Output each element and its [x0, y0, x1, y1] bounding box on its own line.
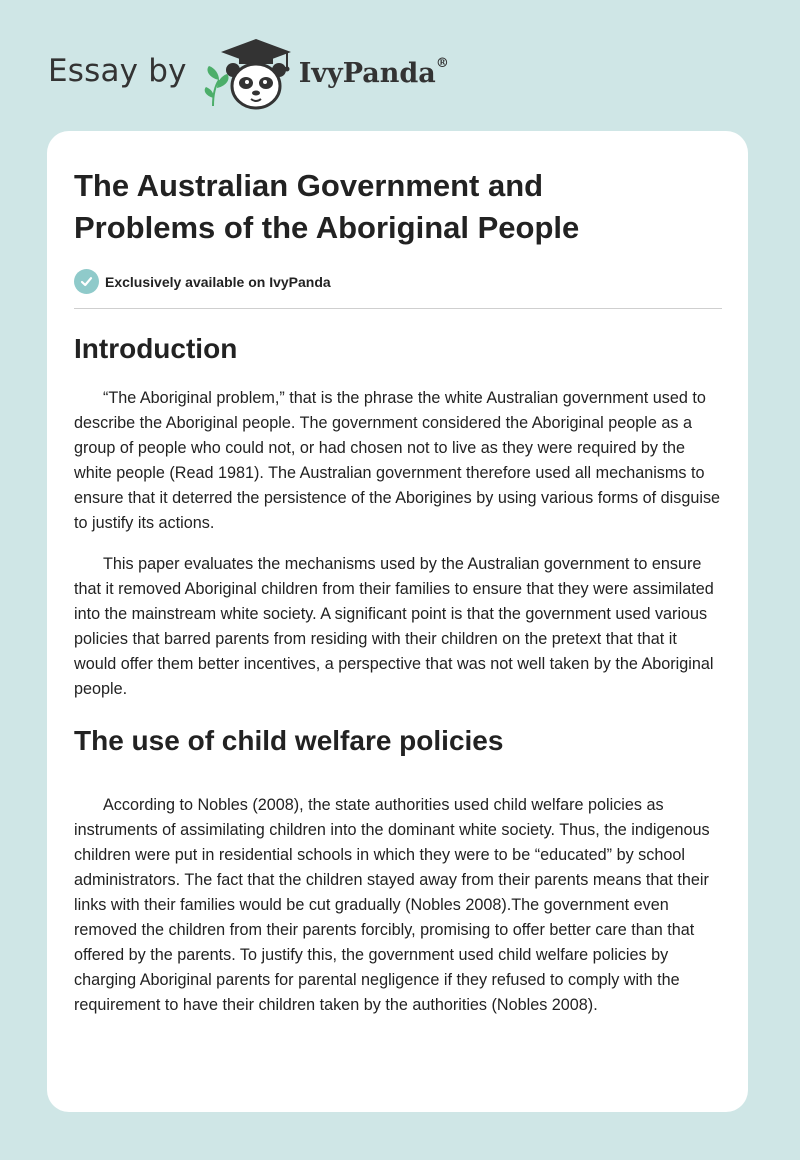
paragraph: “The Aboriginal problem,” that is the phrase the white Australian government used to describe the Aboriginal people. The government considered the Aboriginal people as a group of people who could not, or had chosen not to live as they were required by the white people (Read 1981). The Australian government therefore used all mechanisms to ensure that it deterred the persistence of the Aborigines by using various forms of disguise to justify its actions.: [74, 389, 721, 532]
section-heading: The use of child welfare policies: [74, 725, 504, 756]
brand-prefix: Essay by: [48, 53, 187, 89]
registered-mark: ®: [435, 55, 449, 71]
site-brand[interactable]: [48, 34, 449, 114]
essay-title: The Australian Government and Problems of the Aboriginal People: [74, 168, 580, 245]
exclusive-badge: [74, 269, 722, 294]
paragraph: This paper evaluates the mechanisms used by the Australian government to ensure that it removed Aboriginal children from their families to ensure that they were assimilated into the mainstream white society. A significant point is that the government used various policies that barred parents from residing with their children on the pretext that that it would offer them better incentives, a perspective that was not well taken by the Aboriginal people.: [74, 555, 714, 698]
panda-graduate-icon: [201, 36, 293, 112]
section-heading: Introduction: [74, 333, 238, 364]
check-circle-icon: [74, 269, 99, 294]
section-introduction: [74, 331, 722, 702]
brand-name: IvyPanda®: [298, 55, 449, 89]
section-child-welfare: [74, 723, 722, 1018]
paragraph: According to Nobles (2008), the state authorities used child welfare policies as instruments of assimilating children into the dominant white society. Thus, the indigenous children were put in residential schools in which they were to be “educated” by school administrators. The fact that the children stayed away from their parents means that their links with their families would be cut gradually (Nobles 2008).The government even removed the children from their parents forcibly, promising to offer better care than that offered by the parents. To justify this, the government used child welfare policies by charging Aboriginal parents for parental negligence if they refused to comply with the requirement to have their children taken by the authorities (Nobles 2008).: [74, 796, 710, 1014]
essay-card: [47, 131, 748, 1112]
divider: [74, 308, 722, 309]
badge-text: Exclusively available on IvyPanda: [105, 273, 331, 290]
